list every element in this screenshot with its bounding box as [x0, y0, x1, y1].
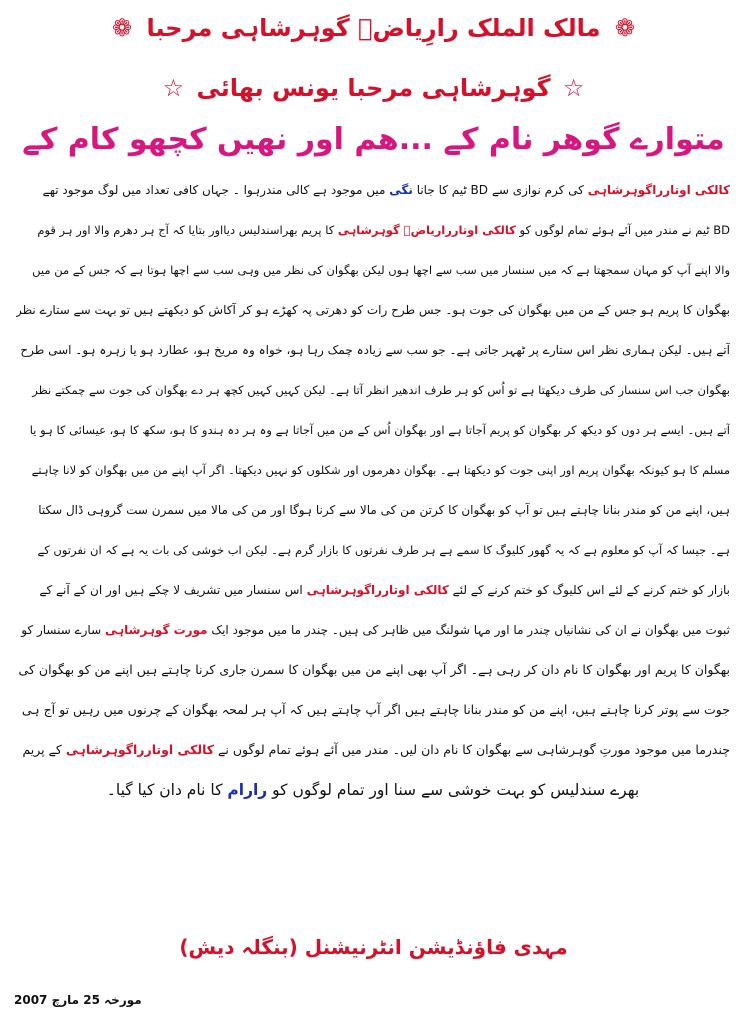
- body-text: چندرما میں موجود مورتِ گوہرشاہی سے بھگوان کا نام دان لیں۔ مندر میں آئے ہوئے تمام لوگوں نے: [214, 742, 730, 757]
- body-line: ہیں، اپنے من کو مندر بنانا چاہتے ہیں تو آپ کو بھگوان کا کرتن من کی مالا سے کرنا ہوگا اور من کی مالا میں سمرن ست گروہی ڈال سکتا: [38, 503, 730, 517]
- highlight-text: کالکی اوتارراریاضؒ گوہرشاہی: [337, 223, 516, 237]
- highlight-text: کالکی اوتارراگوہرشاہی: [65, 742, 215, 757]
- flourish-ornament-icon: ❁: [614, 14, 635, 42]
- highlight-text: کالکی اوتارراگوہرشاہی: [306, 583, 449, 597]
- body-line: جوت سے پوتر کرنا چاہتے ہیں، اپنے من کو مندر بنانا چاہتے ہیں اگر آپ چاہتے ہیں کہ آپ ہر لمحہ بھگوان کے چرنوں میں رہیں تو آج ہی: [21, 702, 730, 717]
- body-text: سارے سنسار کو: [21, 623, 105, 637]
- body-line: بھگوان جب اس سنسار کی طرف دیکھتا ہے تو اُس کو ہر طرف اندھیر انظر آتا ہے۔ لیکن کہیں کہیں کچھ ہر دے بھگوان کی جوت سے چمکتے نظر: [32, 383, 730, 397]
- article-body: [16, 170, 730, 810]
- body-line: بھگوان کا پریم ہو جس کے من میں بھگوان کی جوت ہو۔ جس طرح رات کو دھرتی پہ کھڑے ہو کر آکاش کو دیکھتے ہیں تو بہت سے ستارے نظر: [16, 303, 730, 317]
- page-subtitle: [0, 70, 747, 106]
- star-icon: ☆: [562, 74, 585, 102]
- body-text: BD ٹیم نے مندر میں آئے ہوئے تمام لوگوں کو: [515, 223, 730, 237]
- body-text: کے پریم: [22, 742, 66, 757]
- organization-signature: مہدی فاؤنڈیشن انٹرنیشنل (بنگلہ دیش): [179, 935, 568, 959]
- body-line: [16, 770, 730, 810]
- headline: متوارے گوھر نام کے ...ھم اور نھیں کچھو کام کے: [22, 122, 725, 157]
- highlight-text-blue: رارام: [227, 781, 268, 799]
- body-line: بھگوان کا پریم اور بھگوان کا نام دان کر رہی ہے۔ اگر آپ بھی اپنے من میں بھگوان کا سمرن جاری کرنا چاہتے ہیں اپنے من کو بھگوان کی: [18, 662, 730, 677]
- body-text: ثبوت میں بھگوان نے ان کی نشانیاں چندر ما اور مہا شولنگ میں ظاہر کی ہیں۔ چندر ما میں موجود ایک: [207, 623, 730, 637]
- page-title: [0, 10, 747, 46]
- body-line: آتے ہیں۔ لیکن ہماری نظر اس ستارے پر ٹھہر جاتی ہے۔ جو سب سے زیادہ چمک رہا ہو، خواہ وہ مریخ ہو، عطارد ہو یا زہرہ ہو۔ اسی طرح: [20, 343, 730, 357]
- body-line: ہے۔ جیسا کہ آپ کو معلوم ہے کہ یہ گھور کلیوگ کا سمے ہے ہر طرف نفرتوں کا بازار گرم ہے۔ لیکن اب خوشی کی بات یہ ہے کہ ان نفرتوں کے: [37, 543, 730, 557]
- subtitle-text: گوہرشاہی مرحبا یونس بھائی: [196, 74, 551, 102]
- body-text: بھرے سندلیس کو بہت خوشی سے سنا اور تمام لوگوں کو: [267, 781, 640, 799]
- body-text: کی کرم نوازی سے BD ٹیم کا جانا: [412, 183, 588, 197]
- date-stamp: مورخہ 25 مارچ 2007: [14, 993, 142, 1007]
- body-text: اس سنسار میں تشریف لا چکے ہیں اور ان کے آنے کے: [39, 583, 307, 597]
- highlight-text-blue: نگی: [389, 183, 413, 197]
- body-line: والا اپنے آپ کو مہان سمجھتا ہے کہ میں سنسار میں سب سے اچھا ہوں لیکن بھگوان کی نظر میں وہی سب سے اچھا ہوتا ہے کہ جس کے من میں: [32, 263, 730, 277]
- body-line: [16, 730, 730, 770]
- body-line: [16, 610, 730, 650]
- body-line: [16, 210, 730, 250]
- body-text: کا پریم بھراسندلیس دیااور بتایا کہ آج ہر دھرم والا اور ہر قوم: [37, 223, 338, 237]
- highlight-text: کالکی اوتارراگوہرشاہی: [587, 183, 730, 197]
- body-line: [16, 570, 730, 610]
- body-line: [16, 170, 730, 210]
- flourish-ornament-icon: ❁: [112, 14, 133, 42]
- body-text: میں موجود ہے کالی مندرہوا ۔ جہاں کافی تعداد میں لوگ موجود تھے: [42, 183, 390, 197]
- body-line: آتے ہیں۔ ایسے ہر دوں کو دیکھ کر بھگوان کو پریم آجاتا ہے اور بھگوان اُس کے من میں آجاتا ہے وہ ہر دہ ہندو کا ہو، سکھ کا ہو، عیسائی کا ہو یا: [29, 423, 730, 437]
- body-text: بازار کو ختم کرنے کے لئے اس کلیوگ کو ختم کرنے کے لئے: [448, 583, 730, 597]
- body-line: مسلم کا ہو کیونکہ بھگوان پریم اور اپنی جوت کو دیکھتا ہے۔ بھگوان دھرموں اور شکلوں کو نہیں دیکھتا۔ اگر آپ اپنے من میں بھگوان کو لانا چاہتے: [31, 463, 730, 477]
- body-text: کا نام دان کیا گیا۔: [106, 781, 228, 799]
- title-text: مالک الملک رارِیاضؒ گوہرشاہی مرحبا: [146, 14, 601, 42]
- highlight-text: مورت گوہرشاہی: [104, 623, 208, 637]
- star-icon: ☆: [162, 74, 185, 102]
